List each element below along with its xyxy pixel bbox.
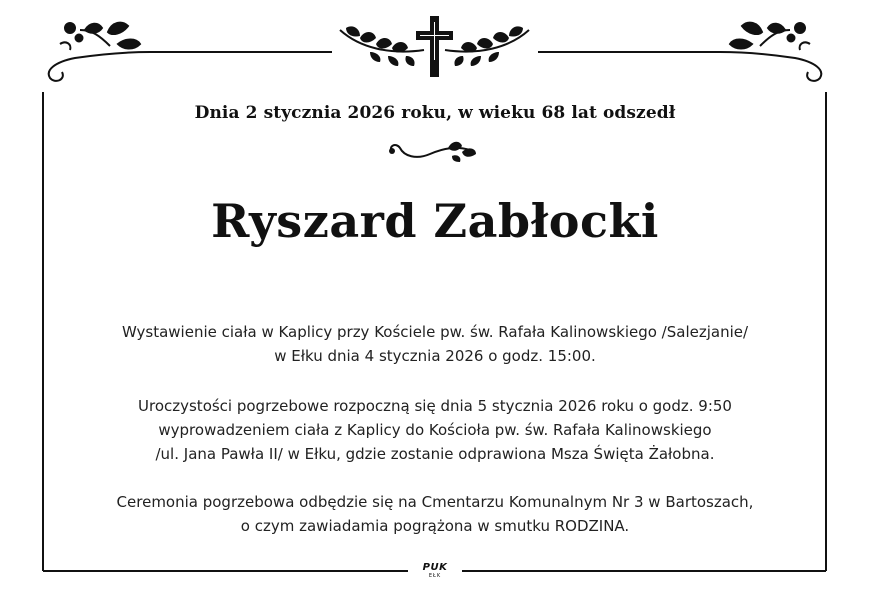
paragraph-line: Ceremonia pogrzebowa odbędzie się na Cmentarzu Komunalnym Nr 3 w Bartoszach, xyxy=(116,493,754,511)
announcement-intro: Dnia 2 stycznia 2026 roku, w wieku 68 lat odszedł xyxy=(194,103,676,123)
puk-logo xyxy=(413,563,457,579)
paragraph-line: Uroczystości pogrzebowe rozpoczną się dnia 5 stycznia 2026 roku o godz. 9:50 xyxy=(138,397,732,415)
paragraph-line: o czym zawiadamia pogrążona w smutku RODZINA. xyxy=(240,517,630,535)
burial-paragraph xyxy=(0,490,870,538)
logo-sub-text: EŁK xyxy=(428,573,442,579)
logo-main-text: PUK xyxy=(422,562,448,573)
floral-scroll-icon xyxy=(720,23,821,81)
cross-with-laurel-icon xyxy=(340,16,529,77)
paragraph-line: wyprowadzeniem ciała z Kaplicy do Kościoła pw. św. Rafała Kalinowskiego xyxy=(158,421,712,439)
paragraph-line: /ul. Jana Pawła II/ w Ełku, gdzie zostanie odprawiona Msza Święta Żałobna. xyxy=(155,445,715,463)
floral-scroll-icon xyxy=(49,23,150,81)
deceased-name: Ryszard Zabłocki xyxy=(211,194,659,248)
ceremony-paragraph xyxy=(0,394,870,466)
paragraph-line: Wystawienie ciała w Kaplicy przy Kościele pw. św. Rafała Kalinowskiego /Salezjanie/ xyxy=(121,323,749,341)
paragraph-line: w Ełku dnia 4 stycznia 2026 o godz. 15:00. xyxy=(274,347,596,365)
leaf-swirl-icon xyxy=(389,142,476,162)
viewing-paragraph xyxy=(0,320,870,368)
